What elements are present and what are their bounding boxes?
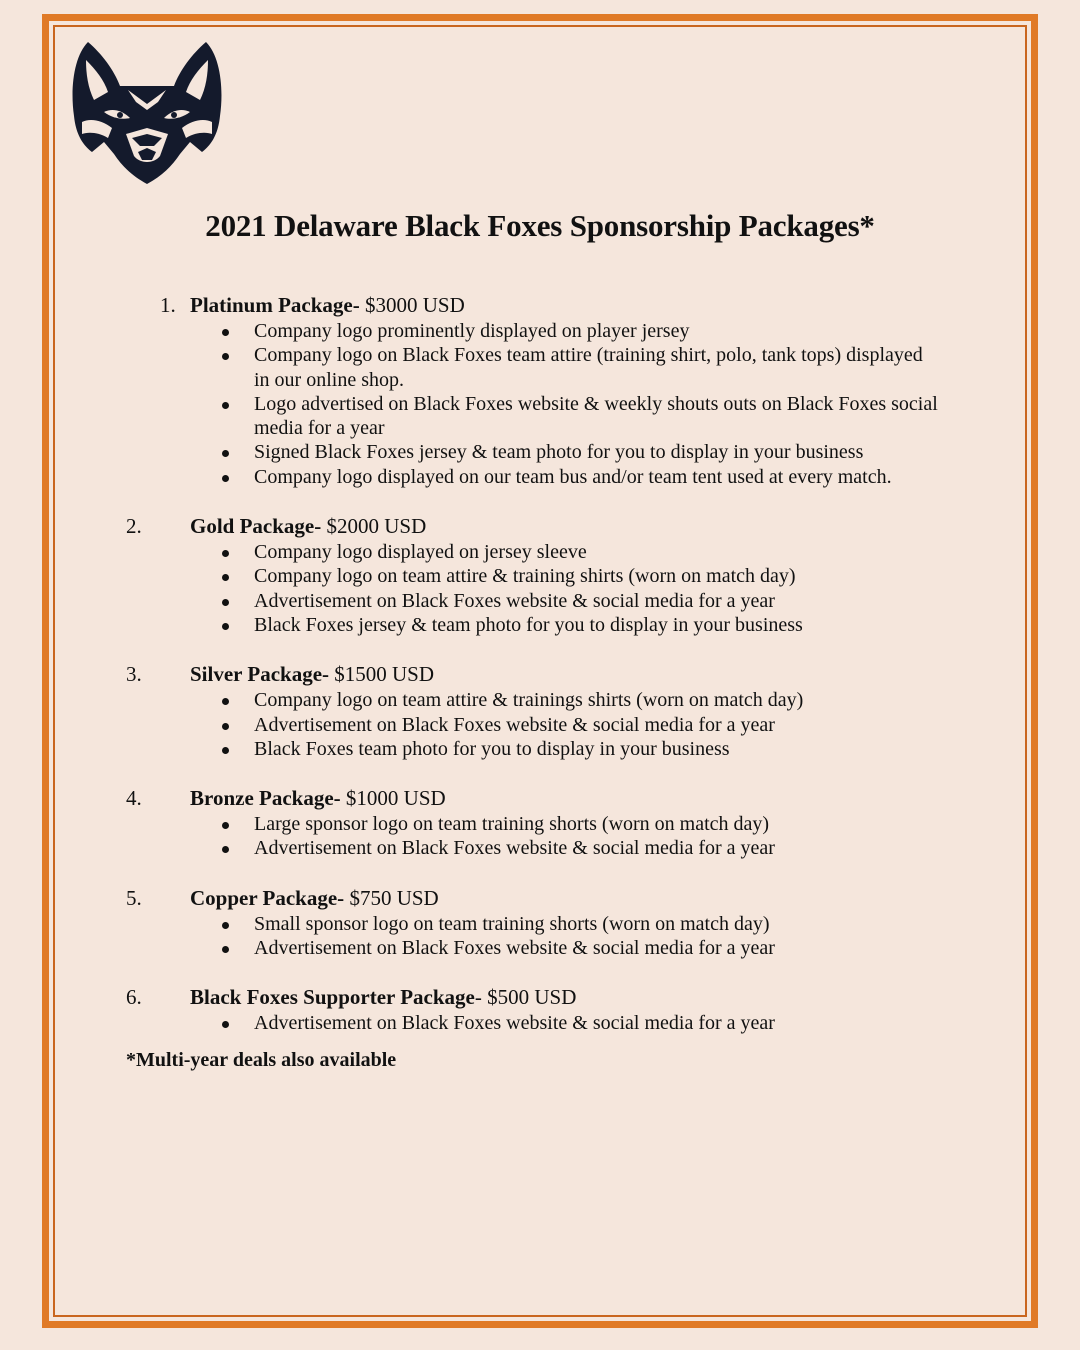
feature-text: Black Foxes team photo for you to display in your business [254, 737, 730, 760]
package-number: 5. [126, 885, 142, 910]
feature-list [0, 812, 1080, 861]
bullet-icon [222, 599, 229, 606]
bullet-icon [222, 846, 229, 853]
feature-text: Advertisement on Black Foxes website & social media for a year [254, 837, 775, 860]
package-heading [0, 984, 1080, 1011]
package-number: 6. [126, 985, 142, 1010]
feature-text: Company logo on Black Foxes team attire (training shirt, polo, tank tops) displayed in our online shop. [254, 344, 923, 391]
feature-text: Advertisement on Black Foxes website & social media for a year [254, 713, 775, 736]
feature-item [0, 912, 1080, 936]
bullet-icon [222, 723, 229, 730]
feature-text: Logo advertised on Black Foxes website & weekly shouts outs on Black Foxes social media for a year [254, 392, 938, 440]
feature-item [0, 737, 1080, 761]
package-item [0, 661, 1080, 761]
bullet-icon [222, 946, 229, 953]
package-item [0, 885, 1080, 961]
package-name: Silver Package- [190, 662, 330, 687]
package-title [190, 984, 576, 1011]
bullet-icon [222, 574, 229, 581]
bullet-icon [222, 550, 229, 557]
feature-item [0, 589, 1080, 613]
package-name: Copper Package- [190, 885, 345, 910]
package-heading [0, 513, 1080, 540]
package-title [190, 661, 434, 688]
bullet-icon [222, 822, 229, 829]
feature-text: Company logo on team attire & trainings shirts (worn on match day) [254, 689, 804, 712]
package-title [190, 513, 426, 540]
feature-item [0, 540, 1080, 564]
package-name: Gold Package- [190, 514, 322, 539]
package-title [190, 885, 439, 912]
feature-item [0, 688, 1080, 712]
package-number: 1. [160, 293, 176, 317]
feature-text: Company logo prominently displayed on player jersey [254, 320, 690, 342]
feature-text: Advertisement on Black Foxes website & social media for a year [254, 1012, 775, 1035]
bullet-icon [222, 450, 229, 457]
feature-text: Company logo displayed on jersey sleeve [254, 541, 587, 564]
package-number: 4. [126, 786, 142, 811]
bullet-icon [222, 698, 229, 705]
bullet-icon [222, 475, 229, 482]
package-item [0, 984, 1080, 1035]
package-number: 2. [126, 514, 142, 539]
feature-item [0, 343, 1080, 392]
feature-item [0, 836, 1080, 860]
package-item [0, 292, 1080, 489]
feature-text: Large sponsor logo on team training shorts (worn on match day) [254, 813, 770, 836]
feature-list [0, 912, 1080, 961]
package-price: $1000 USD [340, 786, 446, 811]
feature-item [0, 1011, 1080, 1035]
package-item [0, 785, 1080, 861]
feature-list [0, 688, 1080, 761]
bullet-icon [222, 329, 229, 336]
feature-text: Black Foxes jersey & team photo for you to display in your business [254, 613, 803, 636]
package-price: $750 USD [344, 885, 439, 910]
bullet-icon [222, 747, 229, 754]
feature-item [0, 440, 1080, 464]
feature-item [0, 713, 1080, 737]
feature-text: Advertisement on Black Foxes website & social media for a year [254, 937, 775, 960]
package-price: $2000 USD [321, 514, 427, 539]
feature-item [0, 392, 1080, 441]
feature-item [0, 564, 1080, 588]
feature-list [0, 540, 1080, 637]
fox-logo-icon [68, 38, 226, 186]
package-number: 3. [126, 662, 142, 687]
feature-item [0, 319, 1080, 343]
package-price: - $500 USD [474, 985, 577, 1010]
bullet-icon [222, 922, 229, 929]
feature-item [0, 812, 1080, 836]
package-price: $1500 USD [329, 662, 435, 687]
package-heading [0, 885, 1080, 912]
feature-list [0, 319, 1080, 489]
footnote: *Multi-year deals also available [126, 1049, 397, 1071]
package-list [0, 292, 1080, 1060]
page-title: 2021 Delaware Black Foxes Sponsorship Packages* [205, 208, 875, 243]
package-heading [0, 292, 1080, 319]
feature-list [0, 1011, 1080, 1035]
feature-item [0, 613, 1080, 637]
feature-text: Small sponsor logo on team training shorts (worn on match day) [254, 912, 770, 935]
bullet-icon [222, 402, 229, 409]
feature-text: Advertisement on Black Foxes website & social media for a year [254, 589, 775, 612]
feature-text: Signed Black Foxes jersey & team photo for you to display in your business [254, 441, 864, 464]
package-heading [0, 661, 1080, 688]
package-name: Bronze Package- [190, 786, 341, 811]
package-name: Platinum Package- [190, 293, 360, 317]
bullet-icon [222, 623, 229, 630]
package-heading [0, 785, 1080, 812]
package-price: $3000 USD [359, 293, 465, 317]
package-name: Black Foxes Supporter Package [190, 985, 475, 1010]
feature-item [0, 465, 1080, 489]
package-title [190, 785, 446, 812]
package-title [190, 292, 465, 319]
bullet-icon [222, 1021, 229, 1028]
feature-item [0, 936, 1080, 960]
bullet-icon [222, 353, 229, 360]
feature-text: Company logo on team attire & training shirts (worn on match day) [254, 565, 796, 588]
feature-text: Company logo displayed on our team bus and/or team tent used at every match. [254, 465, 892, 488]
package-item [0, 513, 1080, 637]
